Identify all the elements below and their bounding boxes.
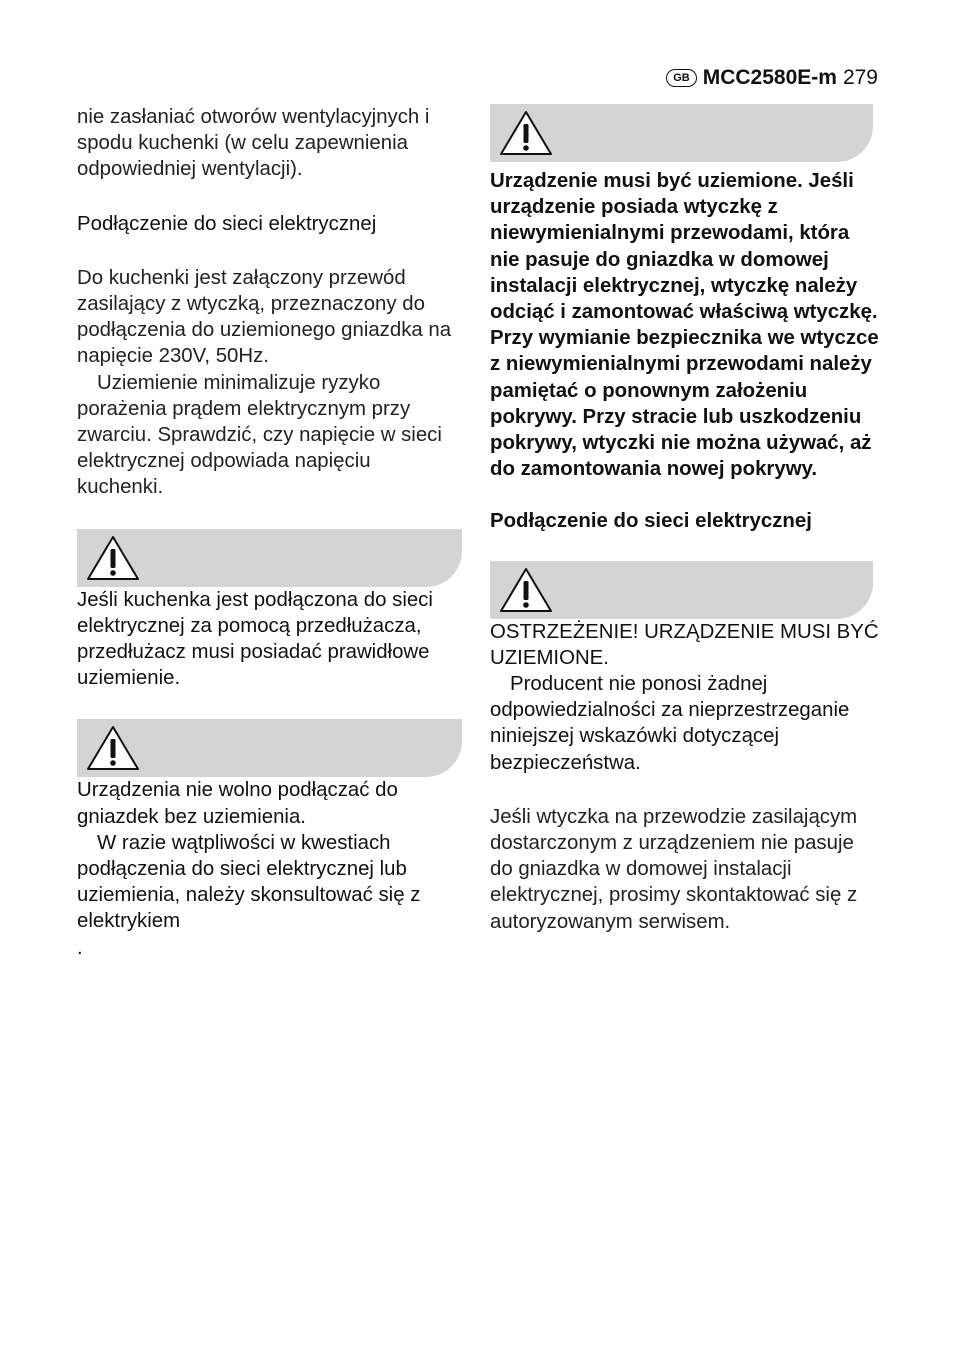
manufacturer-liability: Producent nie ponosi żadnej odpowiedzialności za nieprzestrzeganie niniejszej wskazówki dotyczącej bezpieczeństwa. <box>490 673 850 774</box>
ungrounded-socket-warning: Urządzenia nie wolno podłączać do gniazdek bez uziemienia. <box>77 779 398 828</box>
trailing-dot: . <box>77 936 83 959</box>
extension-cord-warning: Jeśli kuchenka jest podłączona do sieci elektrycznej za pomocą przedłużacza, przedłużacz musi posiadać prawidłowe uziemienie. <box>77 588 433 690</box>
section-heading: Podłączenie do sieci elektrycznej <box>77 212 377 235</box>
section-heading: Podłączenie do sieci elektrycznej <box>490 510 812 533</box>
model-number: MCC2580E-m <box>702 66 837 89</box>
left-column <box>77 104 462 961</box>
warning-triangle-icon <box>85 724 141 772</box>
electrician-advice: W razie wątpliwości w kwestiach podłączenia do sieci elektrycznej lub uziemienia, należy skonsultować się z elektrykiem <box>77 831 421 933</box>
warning-triangle-icon <box>498 566 554 614</box>
must-be-grounded-warning: OSTRZEŻENIE! URZĄDZENIE MUSI BYĆ UZIEMIONE. <box>490 620 879 669</box>
warning-banner <box>77 719 462 777</box>
service-contact-paragraph: Jeśli wtyczka na przewodzie zasilającym dostarczonym z urządzeniem nie pasuje do gniazdka w domowej instalacji elektrycznej, prosimy skontaktować się z autoryzowanym serwisem. <box>490 805 858 933</box>
intro-text: nie zasłaniać otworów wentylacyjnych i spodu kuchenki (w celu zapewnienia odpowiedniej wentylacji). <box>77 106 430 181</box>
warning-banner <box>490 104 873 162</box>
language-badge: GB <box>666 69 697 87</box>
warning-triangle-icon <box>85 534 141 582</box>
warning-triangle-icon <box>498 109 554 157</box>
power-cord-paragraph: Do kuchenki jest załączony przewód zasilający z wtyczką, przeznaczony do podłączenia do uziemionego gniazdka na napięcie 230V, 50Hz. <box>77 266 452 368</box>
grounding-paragraph: Uziemienie minimalizuje ryzyko porażenia prądem elektrycznym przy zwarciu. Sprawdzić, czy napięcie w sieci elektrycznej odpowiada napięciu kuchenki. <box>77 371 442 499</box>
page-header <box>666 64 878 92</box>
grounding-plug-warning: Urządzenie musi być uziemione. Jeśli urządzenie posiada wtyczkę z niewymienialnymi przewodami, która nie pasuje do gniazdka w domowej instalacji elektrycznej, wtyczkę należy odciąć i zamontować właściwą wtyczkę. Przy wymianie bezpiecznika we wtyczce z niewymienialnymi przewodami należy pamiętać o ponownym założeniu pokrywy. Przy stracie lub uszkodzeniu pokrywy, wtyczki nie można używać, aż do zamontowania nowej pokrywy. <box>490 170 879 481</box>
page-number: 279 <box>842 66 878 89</box>
warning-banner <box>490 561 873 619</box>
warning-banner <box>77 529 462 587</box>
right-column <box>490 104 880 935</box>
